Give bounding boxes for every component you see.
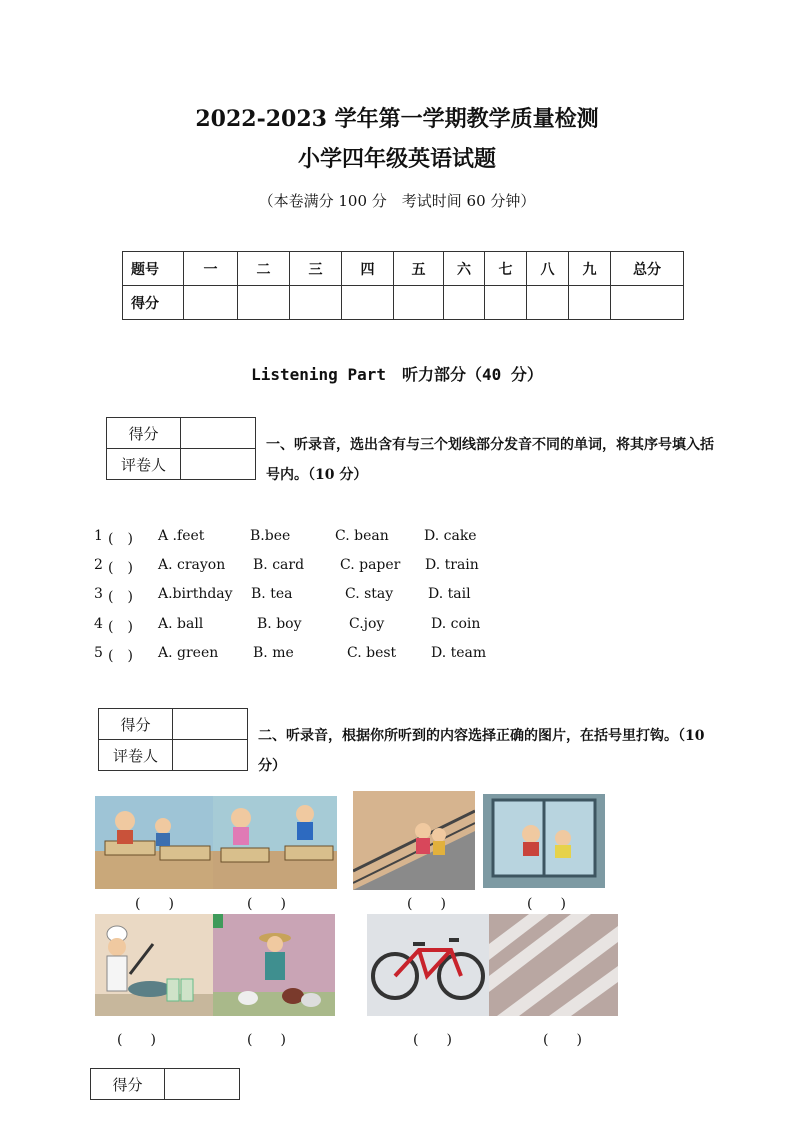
score-cell[interactable]: [485, 286, 527, 320]
score-cell[interactable]: [238, 286, 290, 320]
option-a: A. crayon: [158, 557, 226, 573]
grader-score-label: 得分: [107, 418, 181, 449]
score-col-4: 四: [342, 252, 394, 286]
answer-paren[interactable]: ( ): [108, 560, 133, 576]
grader-score-cell[interactable]: [173, 709, 248, 740]
score-col-5: 五: [394, 252, 444, 286]
option-d: D. team: [431, 645, 487, 661]
answer-paren[interactable]: ( ): [108, 648, 133, 664]
answer-paren[interactable]: ( ): [108, 589, 133, 605]
picture-stairs-family[interactable]: [353, 791, 475, 890]
answer-paren[interactable]: ( ): [108, 619, 133, 635]
option-b: B.bee: [250, 528, 291, 544]
option-a: A. green: [158, 645, 219, 661]
option-a: A. ball: [158, 616, 204, 632]
grader-name-label: 评卷人: [99, 740, 173, 771]
page-subtitle: 小学四年级英语试题: [297, 146, 496, 172]
score-col-7: 七: [485, 252, 527, 286]
answer-paren[interactable]: ( ): [413, 1032, 452, 1048]
answer-paren[interactable]: ( ): [543, 1032, 582, 1048]
score-table-header-label: 题号: [123, 252, 184, 286]
score-col-total: 总分: [611, 252, 684, 286]
grader-score-cell[interactable]: [181, 418, 256, 449]
option-b: B. boy: [257, 616, 302, 632]
score-col-1: 一: [184, 252, 238, 286]
option-d: D. tail: [428, 586, 471, 602]
score-cell[interactable]: [569, 286, 611, 320]
answer-paren[interactable]: ( ): [117, 1032, 156, 1048]
grader-name-cell[interactable]: [173, 740, 248, 771]
score-cell[interactable]: [444, 286, 485, 320]
answer-paren[interactable]: ( ): [135, 896, 174, 912]
grader-score-label: 得分: [99, 709, 173, 740]
option-c: C.joy: [349, 616, 385, 632]
option-b: B. me: [253, 645, 294, 661]
question-number: 3: [94, 586, 103, 602]
grader-name-label: 评卷人: [107, 449, 181, 480]
option-b: B. tea: [251, 586, 293, 602]
question-number: 1: [94, 528, 103, 544]
option-d: D. cake: [424, 528, 477, 544]
grader-box-1: [106, 417, 256, 480]
answer-paren[interactable]: ( ): [108, 531, 133, 547]
option-c: C. bean: [335, 528, 389, 544]
grader-name-cell[interactable]: [181, 449, 256, 480]
score-cell[interactable]: [394, 286, 444, 320]
score-col-6: 六: [444, 252, 485, 286]
option-d: D. train: [425, 557, 479, 573]
score-col-8: 八: [527, 252, 569, 286]
score-cell[interactable]: [290, 286, 342, 320]
page-title: 2022-2023 学年第一学期教学质量检测: [195, 106, 599, 132]
score-cell[interactable]: [342, 286, 394, 320]
option-d: D. coin: [431, 616, 481, 632]
section1-instruction: 一、听录音，选出含有与三个划线部分发音不同的单词，将其序号填入括号内。（10 分）: [266, 437, 714, 483]
option-a: A.birthday: [158, 586, 233, 602]
score-cell[interactable]: [527, 286, 569, 320]
picture-farmer-chickens[interactable]: [213, 914, 335, 1016]
option-c: C. stay: [345, 586, 394, 602]
score-col-2: 二: [238, 252, 290, 286]
option-b: B. card: [253, 557, 305, 573]
grader-box-2: [98, 708, 248, 771]
score-col-9: 九: [569, 252, 611, 286]
answer-paren[interactable]: ( ): [527, 896, 566, 912]
picture-chef-cooking[interactable]: [95, 914, 213, 1016]
picture-classroom-students[interactable]: [95, 796, 213, 889]
picture-classroom-teacher[interactable]: [213, 796, 337, 889]
picture-bicycle[interactable]: [367, 914, 489, 1016]
score-table: [122, 251, 684, 320]
option-c: C. paper: [340, 557, 401, 573]
question-number: 4: [94, 616, 103, 632]
answer-paren[interactable]: ( ): [407, 896, 446, 912]
picture-window-children[interactable]: [483, 794, 605, 888]
grader-box-3: [90, 1068, 240, 1100]
score-cell[interactable]: [611, 286, 684, 320]
score-row-label: 得分: [123, 286, 184, 320]
score-col-3: 三: [290, 252, 342, 286]
answer-paren[interactable]: ( ): [247, 896, 286, 912]
option-a: A .feet: [158, 528, 205, 544]
option-c: C. best: [347, 645, 397, 661]
exam-info: （本卷满分 100 分 考试时间 60 分钟）: [258, 192, 536, 210]
grader-score-cell[interactable]: [165, 1069, 240, 1100]
answer-paren[interactable]: ( ): [247, 1032, 286, 1048]
listening-part-title: Listening Part 听力部分（40 分）: [251, 365, 543, 384]
question-number: 5: [94, 645, 103, 661]
score-cell[interactable]: [184, 286, 238, 320]
picture-zebra-crossing[interactable]: [489, 914, 618, 1016]
grader-score-label: 得分: [91, 1069, 165, 1100]
question-number: 2: [94, 557, 103, 573]
section2-instruction: 二、听录音，根据你所听到的内容选择正确的图片，在括号里打钩。（10 分）: [258, 728, 705, 774]
